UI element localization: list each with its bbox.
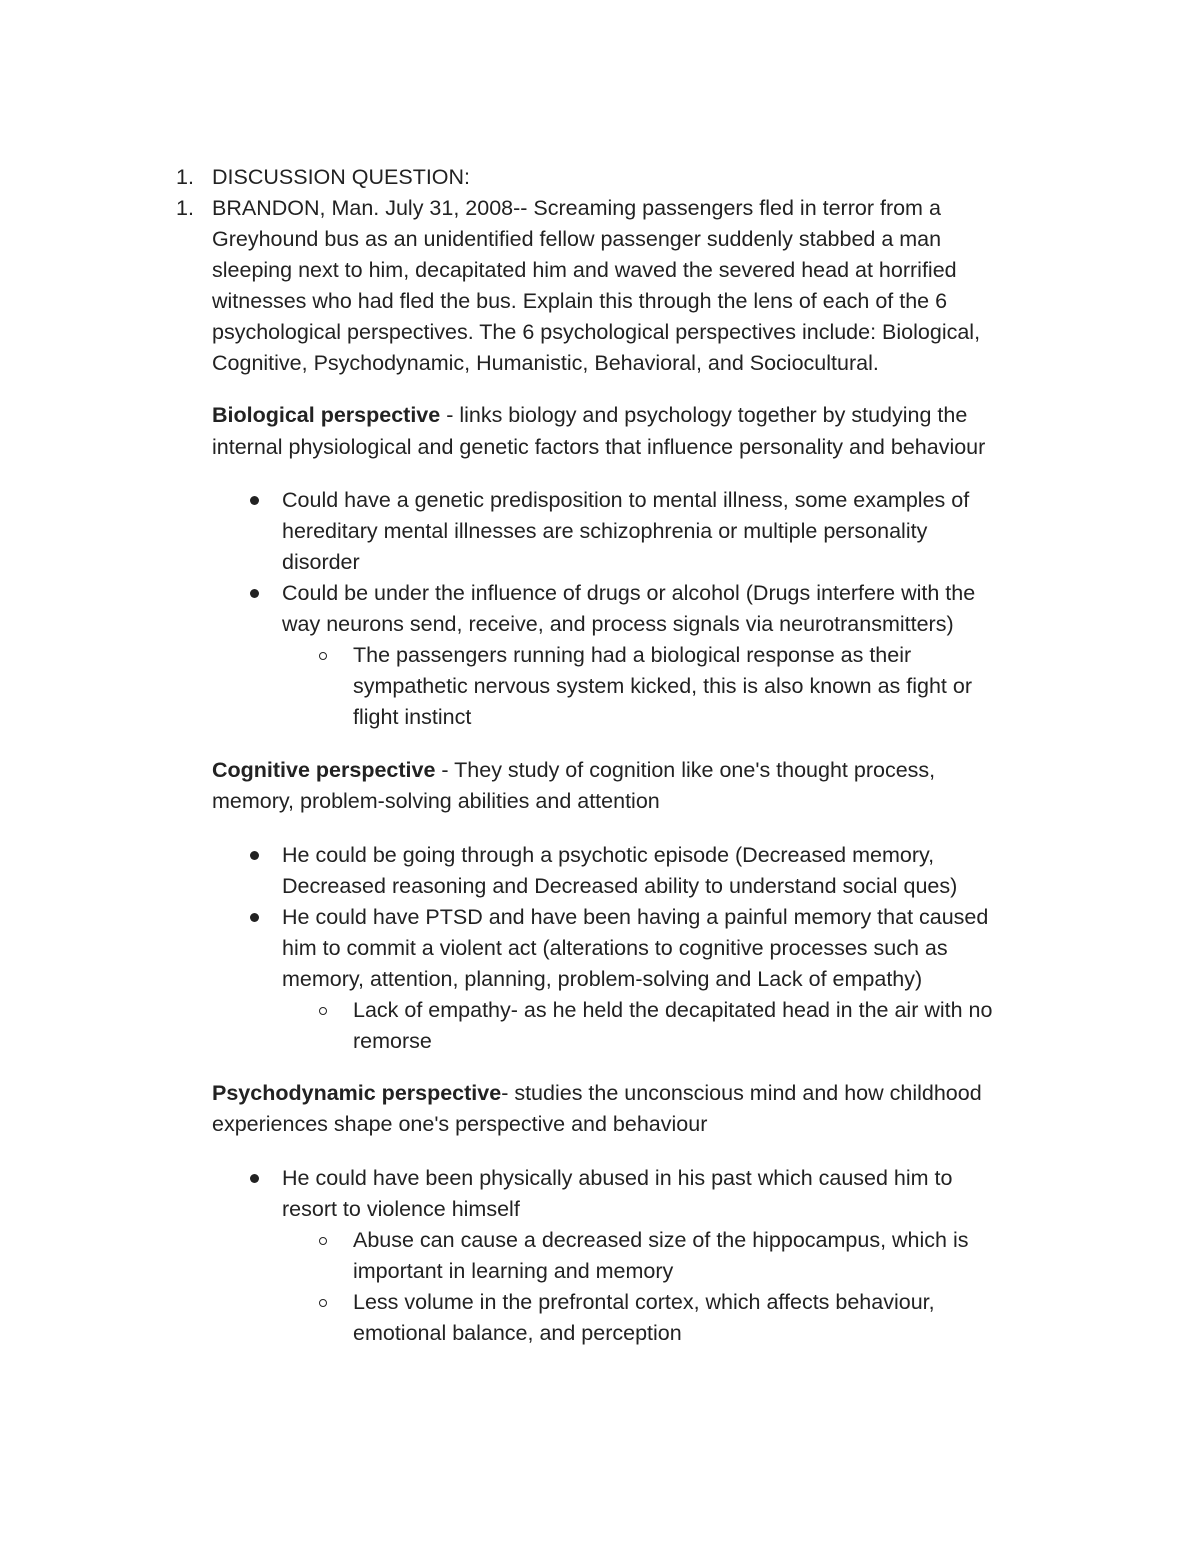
bullet-circle-icon	[319, 1299, 327, 1307]
discussion-heading: DISCUSSION QUESTION:	[212, 165, 471, 189]
question-line: sleeping next to him, decapitated him and waved the severed head at horrified	[212, 258, 957, 282]
list-item: important in learning and memory	[353, 1259, 674, 1283]
bullet-circle-icon	[319, 652, 327, 660]
list-item: He could be going through a psychotic episode (Decreased memory,	[282, 843, 935, 867]
list-item: The passengers running had a biological response as their	[353, 643, 912, 667]
list-item: hereditary mental illnesses are schizophrenia or multiple personality	[282, 519, 928, 543]
question-line: Greyhound bus as an unidentified fellow passenger suddenly stabbed a man	[212, 227, 942, 251]
list-item: him to commit a violent act (alterations to cognitive processes such as	[282, 936, 948, 960]
question-line: psychological perspectives. The 6 psychological perspectives include: Biological,	[212, 320, 981, 344]
list-item: He could have PTSD and have been having a painful memory that caused	[282, 905, 989, 929]
question-line: Cognitive, Psychodynamic, Humanistic, Behavioral, and Sociocultural.	[212, 351, 879, 375]
bullet-dot-icon	[250, 496, 259, 505]
list-item: memory, attention, planning, problem-solving and Lack of empathy)	[282, 967, 923, 991]
bullet-circle-icon	[319, 1237, 327, 1245]
bullet-dot-icon	[250, 851, 259, 860]
list-item: He could have been physically abused in his past which caused him to	[282, 1166, 953, 1190]
biological-intro-text: - links biology and psychology together by studying the	[440, 403, 968, 427]
list-number: 1.	[176, 196, 194, 220]
list-item: flight instinct	[353, 705, 472, 729]
list-item: resort to violence himself	[282, 1197, 520, 1221]
psychodynamic-intro-line: experiences shape one's perspective and behaviour	[212, 1112, 708, 1136]
question-line: BRANDON, Man. July 31, 2008-- Screaming passengers fled in terror from a	[212, 196, 941, 220]
cognitive-intro-text: - They study of cognition like one's thought process,	[435, 758, 936, 782]
bullet-dot-icon	[250, 913, 259, 922]
biological-intro	[212, 400, 967, 431]
psychodynamic-intro	[212, 1078, 982, 1109]
bullet-circle-icon	[319, 1007, 327, 1015]
list-item: disorder	[282, 550, 360, 574]
list-number: 1.	[176, 165, 194, 189]
cognitive-intro	[212, 755, 935, 786]
list-item: sympathetic nervous system kicked, this is also known as fight or	[353, 674, 972, 698]
psychodynamic-intro-text: - studies the unconscious mind and how childhood	[501, 1081, 982, 1105]
list-item: remorse	[353, 1029, 432, 1053]
biological-intro-line: internal physiological and genetic factors that influence personality and behaviour	[212, 435, 986, 459]
biological-heading: Biological perspective	[212, 403, 441, 427]
list-item: Decreased reasoning and Decreased ability to understand social ques)	[282, 874, 958, 898]
list-item: Could be under the influence of drugs or alcohol (Drugs interfere with the	[282, 581, 976, 605]
cognitive-heading: Cognitive perspective	[212, 758, 436, 782]
list-item: Less volume in the prefrontal cortex, which affects behaviour,	[353, 1290, 935, 1314]
list-item: Lack of empathy- as he held the decapitated head in the air with no	[353, 998, 993, 1022]
bullet-dot-icon	[250, 1174, 259, 1183]
list-item: Abuse can cause a decreased size of the hippocampus, which is	[353, 1228, 969, 1252]
bullet-dot-icon	[250, 589, 259, 598]
list-item: emotional balance, and perception	[353, 1321, 682, 1345]
psychodynamic-heading: Psychodynamic perspective	[212, 1081, 502, 1105]
cognitive-intro-line: memory, problem-solving abilities and attention	[212, 789, 660, 813]
list-item: way neurons send, receive, and process signals via neurotransmitters)	[282, 612, 954, 636]
question-line: witnesses who had fled the bus. Explain this through the lens of each of the 6	[212, 289, 948, 313]
list-item: Could have a genetic predisposition to mental illness, some examples of	[282, 488, 970, 512]
